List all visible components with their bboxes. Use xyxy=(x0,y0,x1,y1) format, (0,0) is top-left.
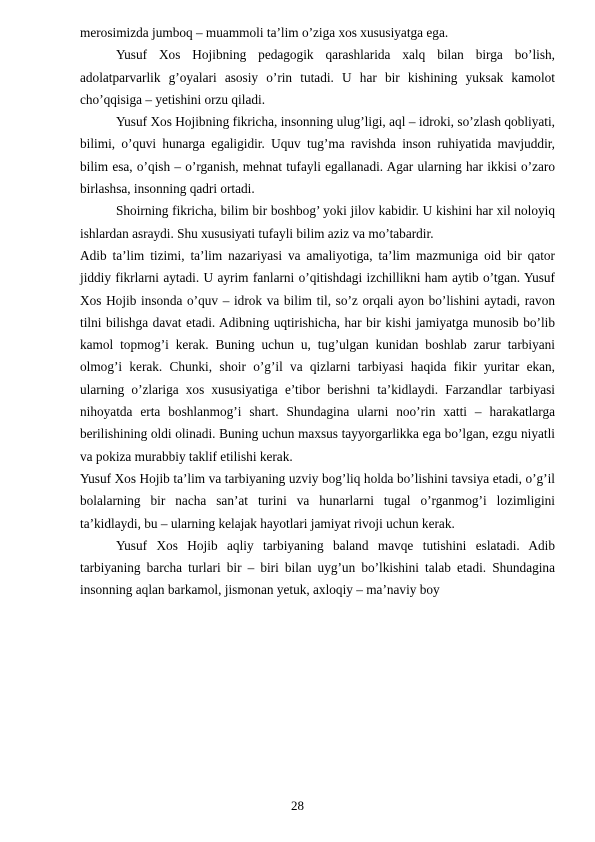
paragraph-3: Yusuf Xos Hojibning fikricha, insonning ulug’ligi, aql – idroki, so’zlash qobliyati, bilimi, o’quvi hunarga egaligidir. Uquv tug’ma ravishda inson ruhiyatida mavjuddir, bilim esa, o’qish – o’rganish, mehnat tufayli egallanadi. Agar ularning har ikkisi o’zaro birlashsa, insonning qadri ortadi. xyxy=(80,114,555,197)
paragraph-6: Yusuf Xos Hojib ta’lim va tarbiyaning uzviy bog’liq holda bo’lishini tavsiya etadi, o’g’il bolalarning bir nacha san’at turini va hunarlarni tugal o’rganmog’i lozimligini ta’kidlaydi, bu – ularning kelajak hayotlari jamiyat rivoji uchun kerak. xyxy=(80,470,555,531)
paragraph-5: Adib ta’lim tizimi, ta’lim nazariyasi va amaliyotiga, ta’lim mazmuniga oid bir qator jiddiy fikrlarni aytadi. U ayrim fanlarni o’qitishdagi izchillikni ham aytib o’tgan. Yusuf Xos Hojib insonda o’quv – idrok va bilim til, so’z orqali ayon bo’lishini aytadi, ravon tilni bilishga davat etadi. Adibning uqtirishicha, har bir kishi jamiyatga munosib bo’lib kamol topmog’i kerak. Buning uchun u, tug’ulgan kunidan boshlab zarur tarbiyani olmog’i kerak. Chunki, shoir o’g’il va qizlarni tarbiyasi haqida fikir yuritar ekan, ularning o’zlariga xos xususiyatiga e’tibor berishni ta’kidlaydi. Farzandlar tarbiyasi nihoyatda erta boshlanmog’i shart. Shundagina ularni noo’rin xatti – harakatlarga berilishining oldi olinadi. Buning uchun maxsus tayyorgarlikka ega bo’lgan, ezgu niyatli va pokiza murabbiy taklif etilishi kerak. xyxy=(80,247,555,464)
paragraph-7: Yusuf Xos Hojib aqliy tarbiyaning baland mavqe tutishini eslatadi. Adib tarbiyaning barcha turlari bir – biri bilan uyg’un bo’lkishini talab etadi. Shundagina insonning aqlan barkamol, jismonan yetuk, axloqiy – ma’naviy boy xyxy=(80,537,555,598)
paragraph-2: Yusuf Xos Hojibning pedagogik qarashlarida xalq bilan birga bo’lish, adolatparvarlik g’oyalari asosiy o’rin tutadi. U har bir kishining yuksak kamolot cho’qqisiga – yetishini orzu qiladi. xyxy=(80,47,555,107)
body-text xyxy=(80,22,555,602)
page-number: 28 xyxy=(291,798,304,813)
paragraph-1: merosimizda jumboq – muammoli ta’lim o’ziga xos xususiyatga ega. xyxy=(80,25,449,40)
paragraph-4: Shoirning fikricha, bilim bir boshbog’ yoki jilov kabidir. U kishini har xil noloyiq ishlardan asraydi. Shu xususiyati tufayli bilim aziz va mo’tabardir. xyxy=(80,203,555,241)
